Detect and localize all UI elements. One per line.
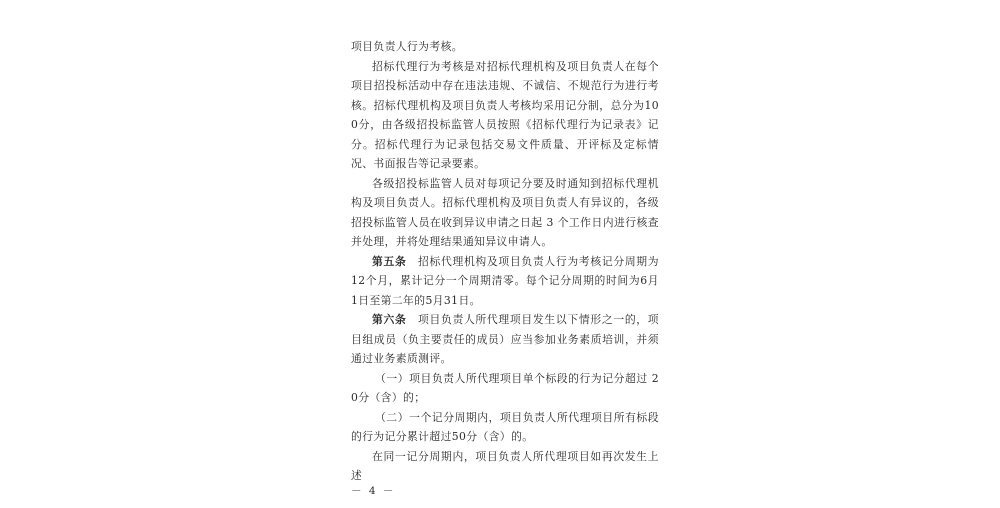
article-five-text: 招标代理机构及项目负责人行为考核记分周期为12个月，累计记分一个周期清零。每个记分周期的时间为6月1日至第二年的5月31日。 bbox=[351, 254, 659, 307]
paragraph-assessment-description: 招标代理行为考核是对招标代理机构及项目负责人在每个项目招投标活动中存在违法违规、不诚信、不规范行为进行考核。招标代理机构及项目负责人考核均采用记分制，总分为100分，由各级招投标监管人员按照《招标代理行为记录表》记分。招标代理行为记录包括交易文件质量、开评标及定标情况、书面报告等记录要素。 bbox=[351, 59, 659, 170]
paragraph-notification: 各级招投标监管人员对每项记分要及时通知到招标代理机构及项目负责人。招标代理机构及项目负责人有异议的，各级招投标监管人员在收到异议申请之日起 3 个工作日内进行核查并处理，并将处理结果通知异议申请人。 bbox=[351, 176, 659, 248]
list-item-two: （二）一个记分周期内，项目负责人所代理项目所有标段的行为记分累计超过50分（含）的。 bbox=[351, 410, 659, 443]
article-six-text: 项目负责人所代理项目发生以下情形之一的，项目组成员（负主要责任的成员）应当参加业务素质培训，并须通过业务素质测评。 bbox=[351, 313, 659, 365]
article-six bbox=[351, 310, 659, 369]
list-item-one: （一）项目负责人所代理项目单个标段的行为记分超过 20分（含）的； bbox=[351, 371, 659, 404]
article-five-heading: 第五条 bbox=[372, 254, 407, 268]
document-body bbox=[351, 37, 659, 486]
article-six-heading: 第六条 bbox=[372, 313, 407, 326]
page-number: － 4 － bbox=[351, 485, 396, 497]
article-five bbox=[351, 252, 659, 311]
paragraph-final: 在同一记分周期内，项目负责人所代理项目如再次发生上述 bbox=[351, 449, 659, 482]
paragraph-continuation: 项目负责人行为考核。 bbox=[351, 40, 463, 53]
